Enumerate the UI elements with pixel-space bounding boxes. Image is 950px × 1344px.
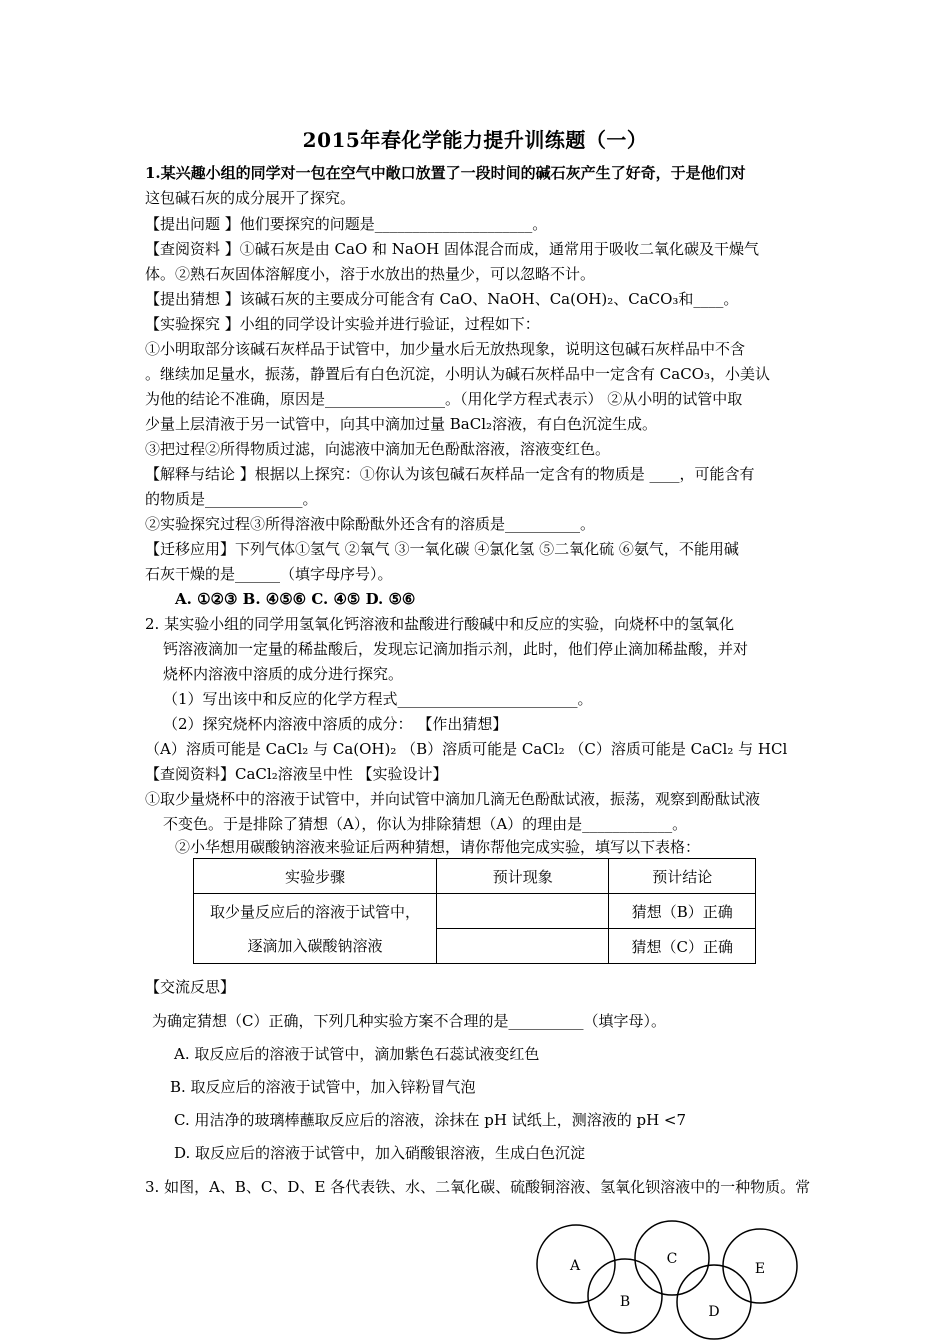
- page-title: 2015年春化学能力提升训练题（一）: [302, 128, 648, 152]
- q1-line-5: 体。②熟石灰固体溶解度小，溶于水放出的热量少，可以忽略不计。: [145, 265, 596, 283]
- q2-line-9: 不变色。于是排除了猜想（A），你认为排除猜想（A）的理由是____________。: [163, 815, 688, 833]
- table-header-phenomenon: 预计现象: [437, 859, 609, 894]
- q1-line-2: 这包碱石灰的成分展开了探究。: [145, 189, 356, 207]
- q1-line-4: 【查阅资料 】①碱石灰是由 CaO 和 NaOH 固体混合而成，通常用于吸收二氧化碳及干燥气: [145, 240, 760, 258]
- experiment-table: [193, 858, 756, 964]
- circle-d: [677, 1265, 751, 1339]
- table-phenomenon-cell-2[interactable]: [437, 929, 609, 964]
- reflect-option-c: C. 用洁净的玻璃棒蘸取反应后的溶液，涂抹在 pH 试纸上，测溶液的 pH <7: [174, 1111, 687, 1129]
- table-step-cell: [194, 894, 437, 964]
- five-circles-diagram: [530, 1220, 810, 1344]
- q1-line-10: 为他的结论不准确，原因是________________。（用化学方程式表示） ②从小明的试管中取: [145, 390, 743, 408]
- q2-line-4: （1）写出该中和反应的化学方程式________________________。: [163, 690, 593, 708]
- reflect-option-a: A. 取反应后的溶液于试管中，滴加紫色石蕊试液变红色: [174, 1045, 540, 1063]
- circle-label-b: B: [619, 1294, 631, 1310]
- reflect-heading: 【交流反思】: [145, 978, 236, 996]
- q1-line-8: ①小明取部分该碱石灰样品于试管中，加少量水后无放热现象，说明这包碱石灰样品中不含: [145, 340, 746, 358]
- q2-line-8: ①取少量烧杯中的溶液于试管中，并向试管中滴加几滴无色酚酞试液，振荡，观察到酚酞试液: [145, 790, 761, 808]
- q2-line-7: 【查阅资料】CaCl₂溶液呈中性 【实验设计】: [145, 765, 448, 783]
- reflect-option-b: B. 取反应后的溶液于试管中，加入锌粉冒气泡: [170, 1078, 476, 1096]
- q2-line-10: ②小华想用碳酸钠溶液来验证后两种猜想，请你帮他完成实验，填写以下表格：: [175, 838, 701, 856]
- circle-label-a: A: [569, 1258, 581, 1274]
- circle-label-d: D: [708, 1304, 720, 1320]
- q1-line-17: 石灰干燥的是______（填字母序号）。: [145, 565, 393, 583]
- table-header-step: 实验步骤: [194, 859, 437, 894]
- q2-line-3: 烧杯内溶液中溶质的成分进行探究。: [163, 665, 404, 683]
- circle-label-e: E: [754, 1261, 766, 1277]
- reflect-option-d: D. 取反应后的溶液于试管中，加入硝酸银溶液，生成白色沉淀: [174, 1144, 586, 1162]
- q1-line-3: 【提出问题 】他们要探究的问题是_____________________。: [145, 215, 548, 233]
- q1-options: A. ①②③ B. ④⑤⑥ C. ④⑤ D. ⑤⑥: [175, 590, 416, 608]
- table-header-conclusion: 预计结论: [609, 859, 756, 894]
- q1-line-12: ③把过程②所得物质过滤，向滤液中滴加无色酚酞溶液，溶液变红色。: [145, 440, 611, 458]
- q2-line-1: 2. 某实验小组的同学用氢氧化钙溶液和盐酸进行酸碱中和反应的实验，向烧杯中的氢氧化: [145, 615, 735, 633]
- q1-line-9: 。继续加足量水，振荡，静置后有白色沉淀，小明认为碱石灰样品中一定含有 CaCO₃，小美认: [145, 365, 770, 383]
- table-step-line-1: 取少量反应后的溶液于试管中，: [210, 902, 421, 921]
- q1-line-1: 1.某兴趣小组的同学对一包在空气中敞口放置了一段时间的碱石灰产生了好奇，于是他们对: [145, 164, 746, 182]
- table-step-line-2: 逐滴加入碳酸钠溶液: [247, 936, 383, 955]
- q1-line-14: 的物质是_____________。: [145, 490, 318, 508]
- q1-line-15: ②实验探究过程③所得溶液中除酚酞外还含有的溶质是__________。: [145, 515, 596, 533]
- table-conclusion-cell-1: 猜想（B）正确: [609, 894, 756, 929]
- q1-line-6: 【提出猜想 】该碱石灰的主要成分可能含有 CaO、NaOH、Ca(OH)₂、CaCO₃和____。: [145, 290, 739, 308]
- q1-line-16: 【迁移应用】下列气体①氢气 ②氧气 ③一氧化碳 ④氯化氢 ⑤二氧化硫 ⑥氨气，不能用碱: [145, 540, 739, 558]
- q1-line-7: 【实验探究 】小组的同学设计实验并进行验证，过程如下：: [145, 315, 540, 333]
- q1-line-13: 【解释与结论 】根据以上探究：①你认为该包碱石灰样品一定含有的物质是 ____，可能含有: [145, 465, 755, 483]
- table-phenomenon-cell-1[interactable]: [437, 894, 609, 929]
- q2-line-6: （A）溶质可能是 CaCl₂ 与 Ca(OH)₂ （B）溶质可能是 CaCl₂ （C）溶质可能是 CaCl₂ 与 HCl: [145, 740, 788, 758]
- q3-line-1: 3. 如图，A、B、C、D、E 各代表铁、水、二氧化碳、硫酸铜溶液、氢氧化钡溶液中的一种物质。常: [145, 1178, 811, 1196]
- q2-line-2: 钙溶液滴加一定量的稀盐酸后，发现忘记滴加指示剂，此时，他们停止滴加稀盐酸，并对: [163, 640, 749, 658]
- table-conclusion-cell-2: 猜想（C）正确: [609, 929, 756, 964]
- q1-line-11: 少量上层清液于另一试管中，向其中滴加过量 BaCl₂溶液，有白色沉淀生成。: [145, 415, 658, 433]
- q2-line-5: （2）探究烧杯内溶液中溶质的成分： 【作出猜想】: [163, 715, 508, 733]
- circle-label-c: C: [666, 1251, 678, 1267]
- reflect-question: 为确定猜想（C）正确，下列几种实验方案不合理的是__________（填字母）。: [152, 1012, 666, 1030]
